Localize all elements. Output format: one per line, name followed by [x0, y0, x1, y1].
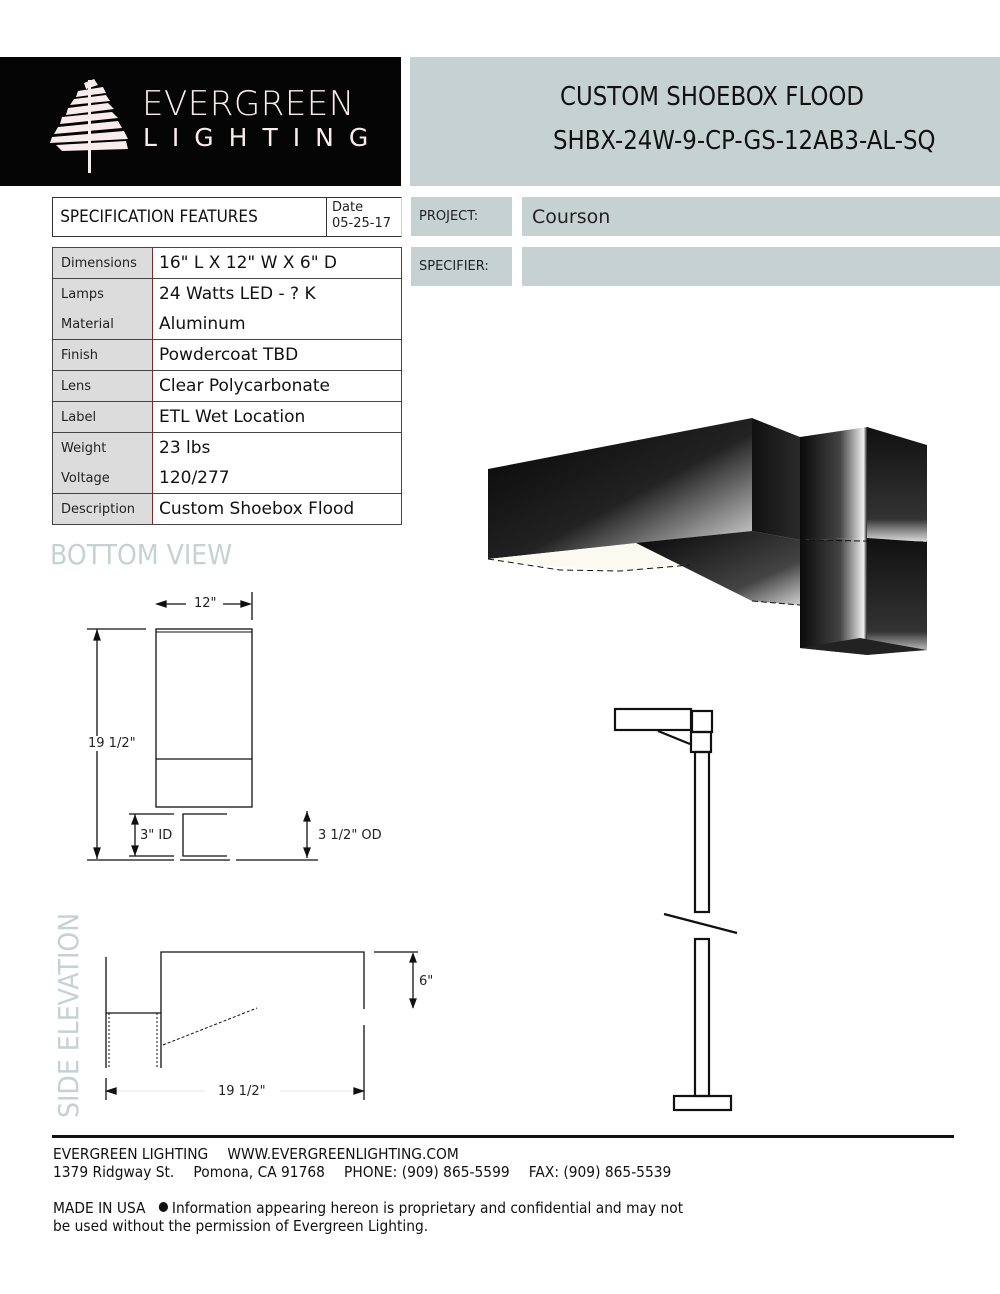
side-elevation-drawing [106, 952, 418, 1100]
pole-id-dim: 3" ID [140, 828, 173, 843]
bottom-view-title: BOTTOM VIEW [50, 538, 233, 571]
side-elevation-title: SIDE ELEVATION [52, 912, 85, 1118]
spec-value: 16" L X 12" W X 6" D [159, 253, 338, 273]
footer-line-1 [53, 1145, 459, 1163]
side-length-dim: 19 1/2" [218, 1084, 266, 1099]
bottom-view-drawing [87, 592, 318, 860]
spec-value: Powdercoat TBD [159, 345, 299, 365]
product-title: CUSTOM SHOEBOX FLOOD [560, 82, 864, 112]
part-number: SHBX-24W-9-CP-GS-12AB3-AL-SQ [553, 126, 936, 156]
spec-key: Dimensions [61, 255, 137, 271]
footer-company: EVERGREEN LIGHTING [53, 1145, 209, 1163]
date-value: 05-25-17 [332, 216, 392, 231]
spec-key: Weight [61, 440, 107, 456]
pole-elevation-drawing [615, 709, 737, 1110]
made-in-usa: MADE IN USA [53, 1199, 146, 1217]
brand-name-line2: LIGHTING [143, 123, 384, 152]
spec-key: Lens [61, 378, 92, 394]
footer-line-2 [53, 1163, 671, 1181]
spec-key: Lamps [61, 286, 104, 302]
spec-key: Material [61, 316, 114, 332]
spec-value: Aluminum [159, 314, 246, 334]
footer-phone: PHONE: (909) 865-5599 [344, 1163, 510, 1181]
footer-city: Pomona, CA 91768 [193, 1163, 325, 1181]
spec-key: Voltage [61, 470, 110, 486]
side-height-dim: 6" [419, 974, 434, 989]
spec-header-label: SPECIFICATION FEATURES [60, 207, 258, 227]
project-label: PROJECT: [411, 197, 512, 236]
project-field[interactable]: Courson [522, 197, 1000, 236]
spec-key: Description [61, 501, 136, 517]
footer-fax: FAX: (909) 865-5539 [528, 1163, 672, 1181]
spec-key: Finish [61, 347, 99, 363]
spec-value: 24 Watts LED - ? K [159, 284, 316, 304]
bottom-width-dim: 12" [194, 596, 217, 611]
spec-value: 23 lbs [159, 438, 211, 458]
footer-line-3 [53, 1199, 683, 1217]
bottom-length-dim: 19 1/2" [88, 736, 136, 751]
footer-line-4 [53, 1217, 428, 1235]
specifier-label: SPECIFIER: [411, 247, 512, 286]
pole-od-dim: 3 1/2" OD [318, 828, 382, 843]
spec-value: ETL Wet Location [159, 407, 306, 427]
bullet-icon [159, 1202, 168, 1212]
date-label: Date [332, 200, 364, 215]
spec-value: Custom Shoebox Flood [159, 499, 355, 519]
spec-key: Label [61, 409, 97, 425]
disclaimer-line-2: be used without the permission of Evergreen Lighting. [53, 1217, 429, 1235]
spec-value: Clear Polycarbonate [159, 376, 330, 396]
footer-address: 1379 Ridgway St. [53, 1163, 175, 1181]
brand-name-line1: EVERGREEN [142, 84, 355, 124]
fixture-3d-render [488, 418, 927, 655]
disclaimer-line-1: Information appearing hereon is proprietary and confidential and may not [171, 1199, 684, 1217]
spec-value: 120/277 [159, 468, 230, 488]
footer-divider [52, 1135, 954, 1138]
footer-website-link[interactable]: WWW.EVERGREENLIGHTING.COM [227, 1145, 459, 1163]
